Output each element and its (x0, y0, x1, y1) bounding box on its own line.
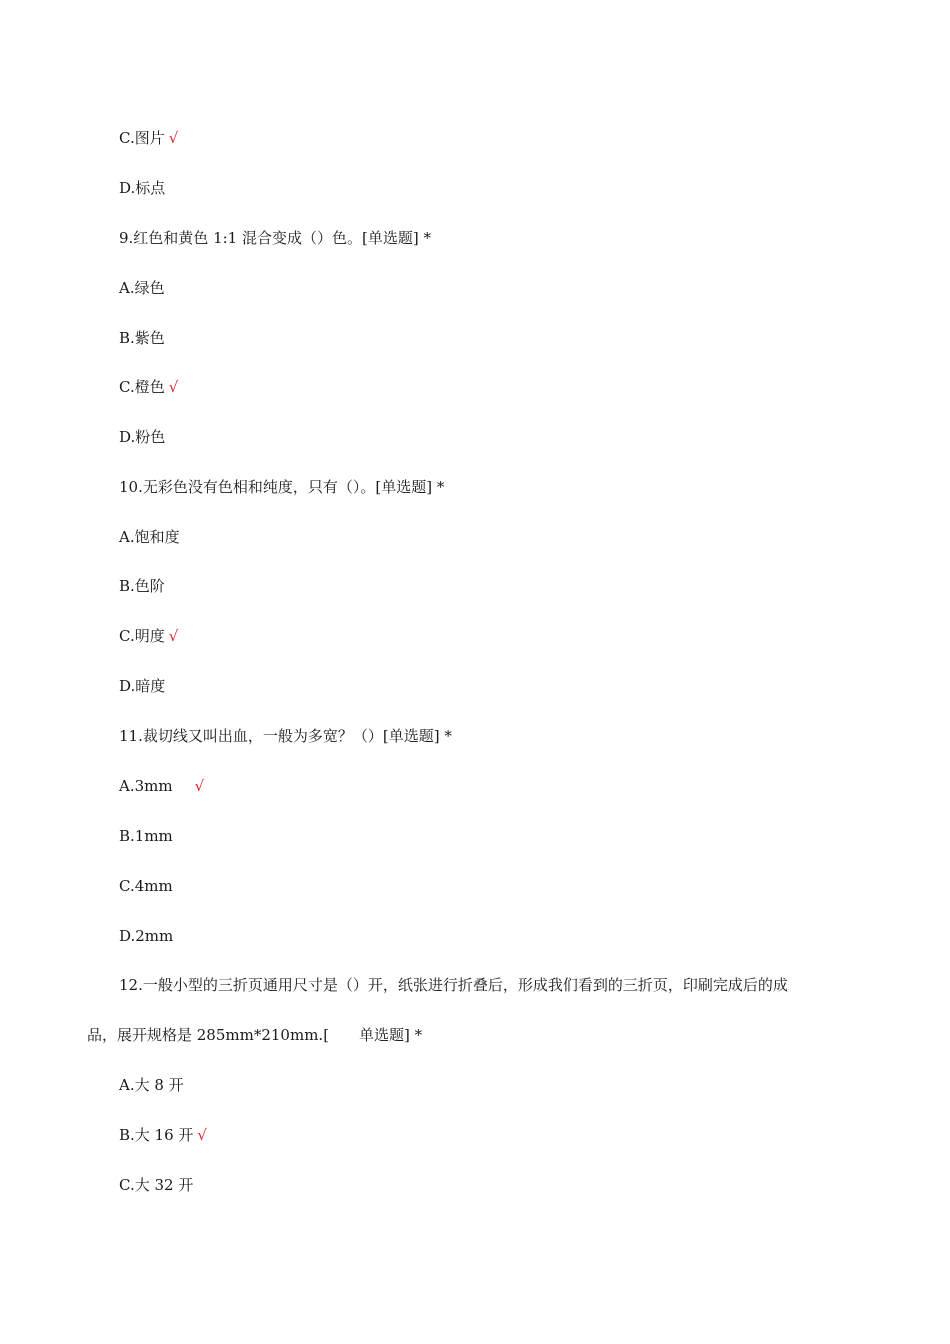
option-q11-b[interactable] (119, 826, 173, 846)
option-label: A.绿色 (119, 279, 165, 297)
option-label: B.1mm (119, 827, 173, 845)
option-label: C.橙色 (119, 378, 165, 396)
option-label: C.明度 (119, 627, 165, 645)
option-q11-d[interactable] (119, 926, 173, 946)
correct-check-icon: √ (168, 129, 179, 147)
option-label: D.暗度 (119, 677, 166, 695)
option-q8-d[interactable] (119, 178, 165, 198)
option-q9-d[interactable] (119, 427, 165, 447)
question-12-line-2 (87, 1025, 422, 1045)
correct-check-icon: √ (168, 378, 179, 396)
question-type: 单选题] * (359, 1026, 423, 1044)
question-9 (119, 228, 431, 248)
question-text: 12.一般小型的三折页通用尺寸是（）开，纸张进行折叠后，形成我们看到的三折页，印刷完成后的成 (119, 976, 788, 994)
option-q10-d[interactable] (119, 676, 165, 696)
option-label: B.紫色 (119, 329, 165, 347)
option-label: B.大 16 开 (119, 1126, 194, 1144)
option-label: A.大 8 开 (119, 1076, 184, 1094)
option-label: B.色阶 (119, 577, 165, 595)
option-label: C.大 32 开 (119, 1176, 194, 1194)
option-q10-b[interactable] (119, 576, 165, 596)
option-label: A.3mm (119, 777, 173, 795)
option-label: A.饱和度 (119, 528, 180, 546)
question-text: 11.裁切线又叫出血，一般为多宽？（）[单选题] * (119, 727, 452, 745)
option-label: C.图片 (119, 129, 165, 147)
option-q10-c[interactable] (119, 626, 178, 646)
correct-check-icon: √ (168, 627, 179, 645)
question-10 (119, 477, 444, 497)
option-q9-a[interactable] (119, 278, 165, 298)
correct-check-icon: √ (194, 777, 205, 795)
option-q9-b[interactable] (119, 328, 165, 348)
option-q12-a[interactable] (119, 1075, 184, 1095)
option-label: D.粉色 (119, 428, 166, 446)
correct-check-icon: √ (197, 1126, 207, 1144)
question-11 (119, 726, 452, 746)
question-text: 9.红色和黄色 1:1 混合变成（）色。[单选题] * (119, 229, 431, 247)
option-q10-a[interactable] (119, 527, 180, 547)
question-text: 10.无彩色没有色相和纯度，只有（）。[单选题] * (119, 478, 445, 496)
option-q12-b[interactable] (119, 1125, 207, 1145)
question-12-line-1 (119, 975, 788, 995)
option-q11-a[interactable] (119, 776, 204, 796)
option-label: C.4mm (119, 877, 173, 895)
option-q11-c[interactable] (119, 876, 173, 896)
option-q12-c[interactable] (119, 1175, 193, 1195)
option-label: D.标点 (119, 179, 166, 197)
option-q8-c[interactable] (119, 128, 178, 148)
option-label: D.2mm (119, 927, 174, 945)
option-q9-c[interactable] (119, 377, 178, 397)
question-text: 品，展开规格是 285mm*210mm.[ (87, 1026, 330, 1044)
